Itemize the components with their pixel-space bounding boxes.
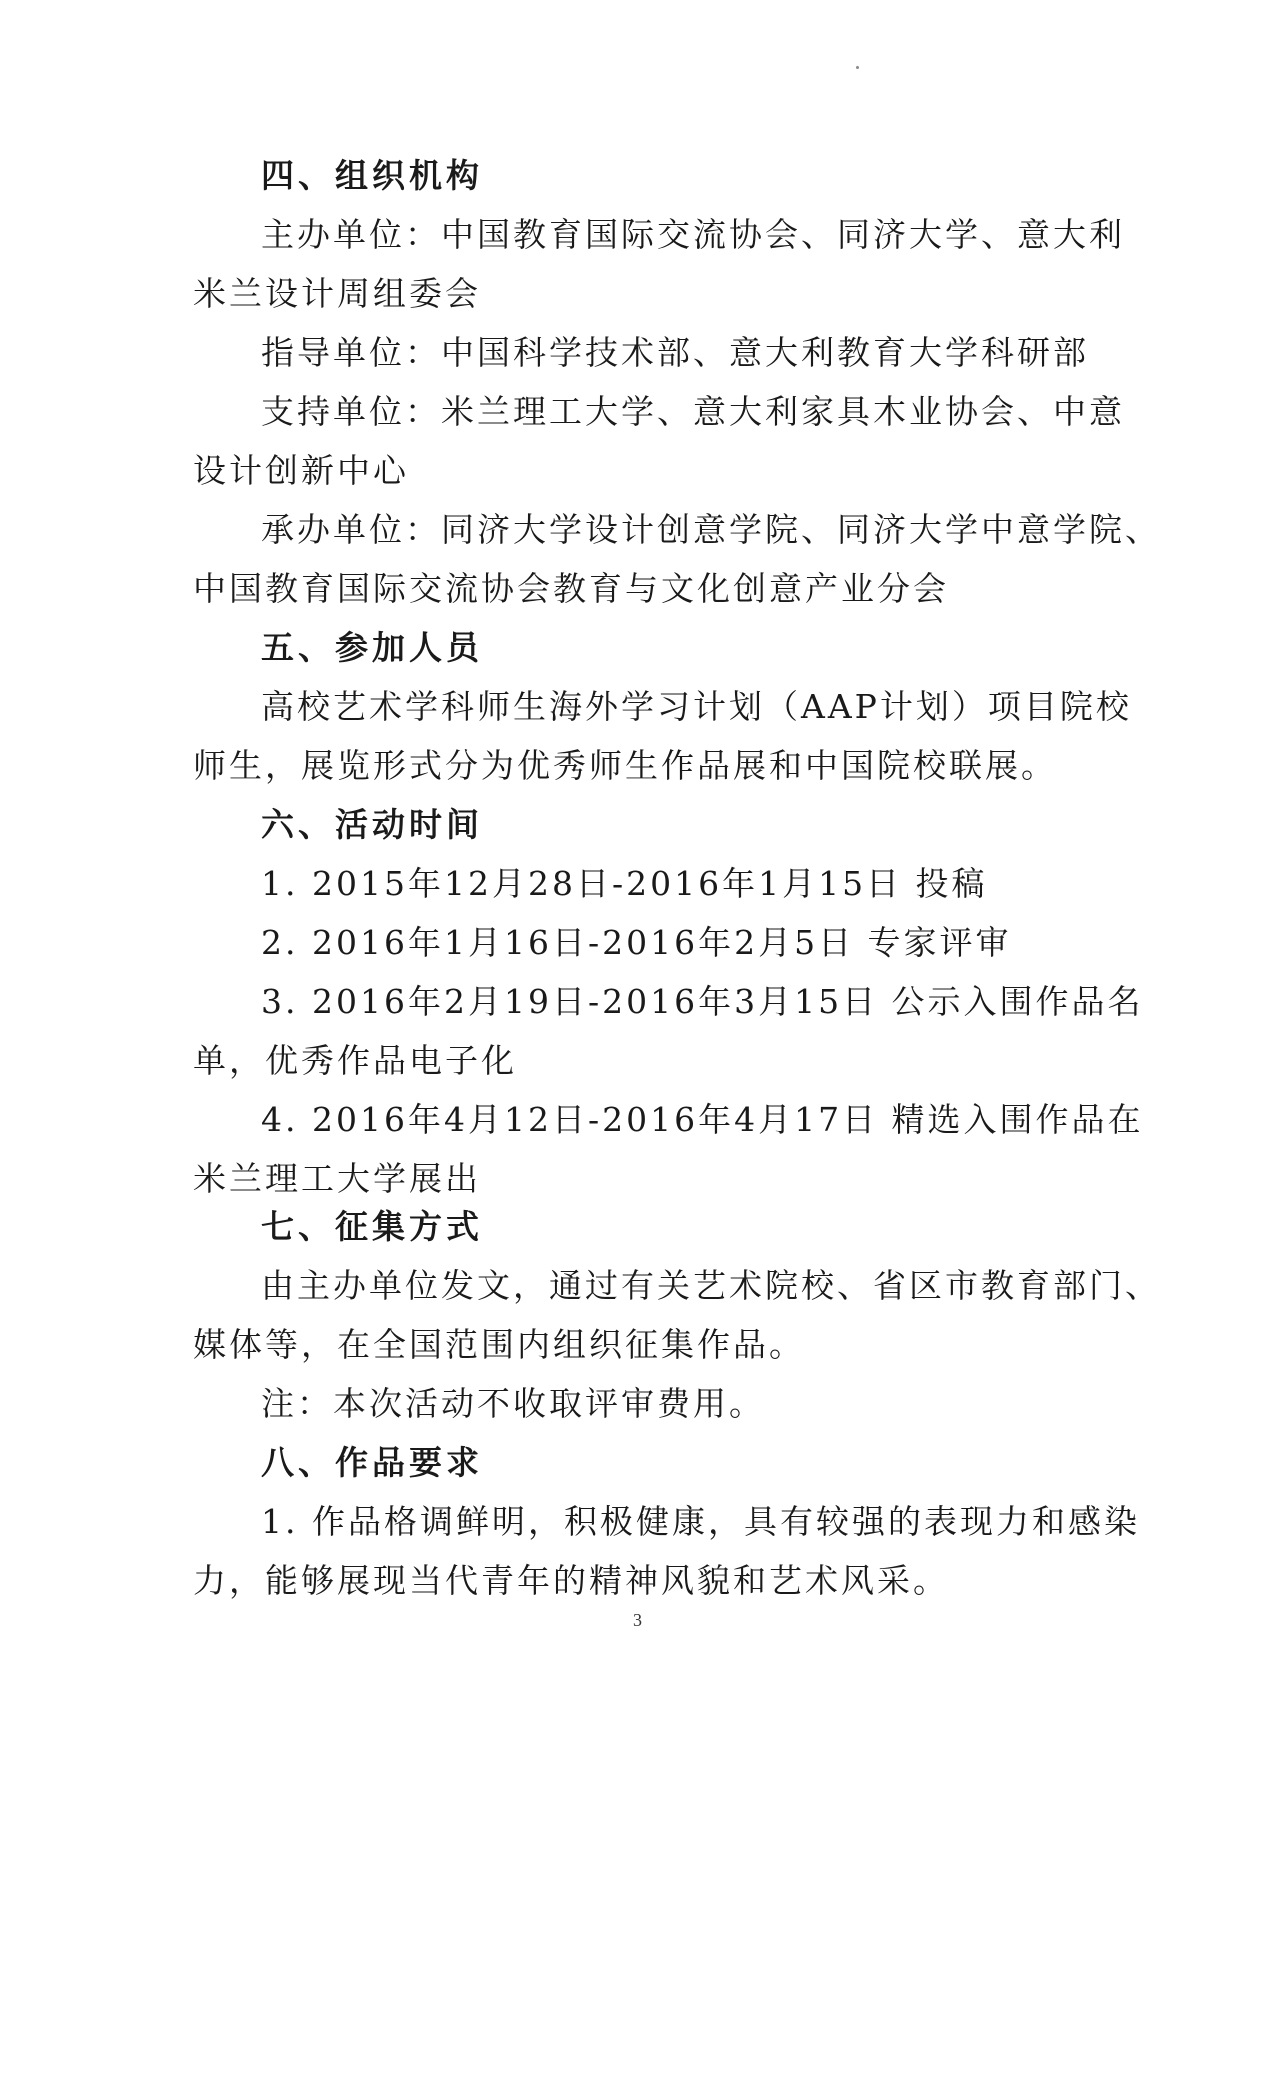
collection-method-paragraph	[193, 1256, 1161, 1374]
section-4-heading: 四、组织机构	[261, 156, 483, 195]
schedule-item-2	[193, 913, 1088, 972]
support-units-paragraph	[193, 382, 1125, 500]
schedule-item-4-line-1: 4. 2016年4月12日-2016年4月17日 精选入围作品在	[261, 1100, 1144, 1139]
work-requirement-1-line-1: 1. 作品格调鲜明，积极健康，具有较强的表现力和感染	[261, 1502, 1140, 1541]
organizer-units-line-1: 承办单位：同济大学设计创意学院、同济大学中意学院、	[261, 510, 1161, 549]
host-units-paragraph	[193, 205, 1125, 323]
host-units-line-1: 主办单位：中国教育国际交流协会、同济大学、意大利	[261, 215, 1125, 254]
participants-line-1: 高校艺术学科师生海外学习计划（AAP计划）项目院校	[261, 687, 1132, 726]
work-requirement-1	[193, 1492, 1140, 1610]
schedule-item-2-line: 2. 2016年1月16日-2016年2月5日 专家评审	[261, 923, 1012, 962]
fee-note-line: 注：本次活动不收取评审费用。	[261, 1384, 765, 1423]
schedule-item-3	[193, 972, 1144, 1090]
support-units-line-1: 支持单位：米兰理工大学、意大利家具木业协会、中意	[261, 392, 1125, 431]
section-7-heading: 七、征集方式	[261, 1207, 483, 1246]
section-5-heading: 五、参加人员	[261, 628, 483, 667]
participants-paragraph	[193, 677, 1132, 795]
collection-method-line-1: 由主办单位发文，通过有关艺术院校、省区市教育部门、	[261, 1266, 1161, 1305]
scan-speck	[856, 66, 859, 69]
schedule-item-4-line-2: 米兰理工大学展出	[193, 1159, 481, 1198]
schedule-item-1	[193, 854, 1088, 913]
schedule-item-1-line: 1. 2015年12月28日-2016年1月15日 投稿	[261, 864, 988, 903]
schedule-item-4	[193, 1090, 1144, 1208]
schedule-item-3-line-1: 3. 2016年2月19日-2016年3月15日 公示入围作品名	[261, 982, 1144, 1021]
section-8-heading: 八、作品要求	[261, 1443, 483, 1482]
host-units-line-2: 米兰设计周组委会	[193, 274, 481, 313]
schedule-item-3-line-2: 单，优秀作品电子化	[193, 1041, 517, 1080]
organizer-units-line-2: 中国教育国际交流协会教育与文化创意产业分会	[193, 569, 949, 608]
support-units-line-2: 设计创新中心	[193, 451, 409, 490]
organizer-units-paragraph	[193, 500, 1161, 618]
guide-units-paragraph	[193, 323, 1088, 382]
section-6-heading: 六、活动时间	[261, 805, 483, 844]
page-number: 3	[633, 1610, 642, 1630]
work-requirement-1-line-2: 力，能够展现当代青年的精神风貌和艺术风采。	[193, 1561, 949, 1600]
collection-method-line-2: 媒体等，在全国范围内组织征集作品。	[193, 1325, 805, 1364]
participants-line-2: 师生，展览形式分为优秀师生作品展和中国院校联展。	[193, 746, 1057, 785]
fee-note-paragraph	[193, 1374, 1088, 1433]
guide-units-line: 指导单位：中国科学技术部、意大利教育大学科研部	[261, 333, 1089, 372]
